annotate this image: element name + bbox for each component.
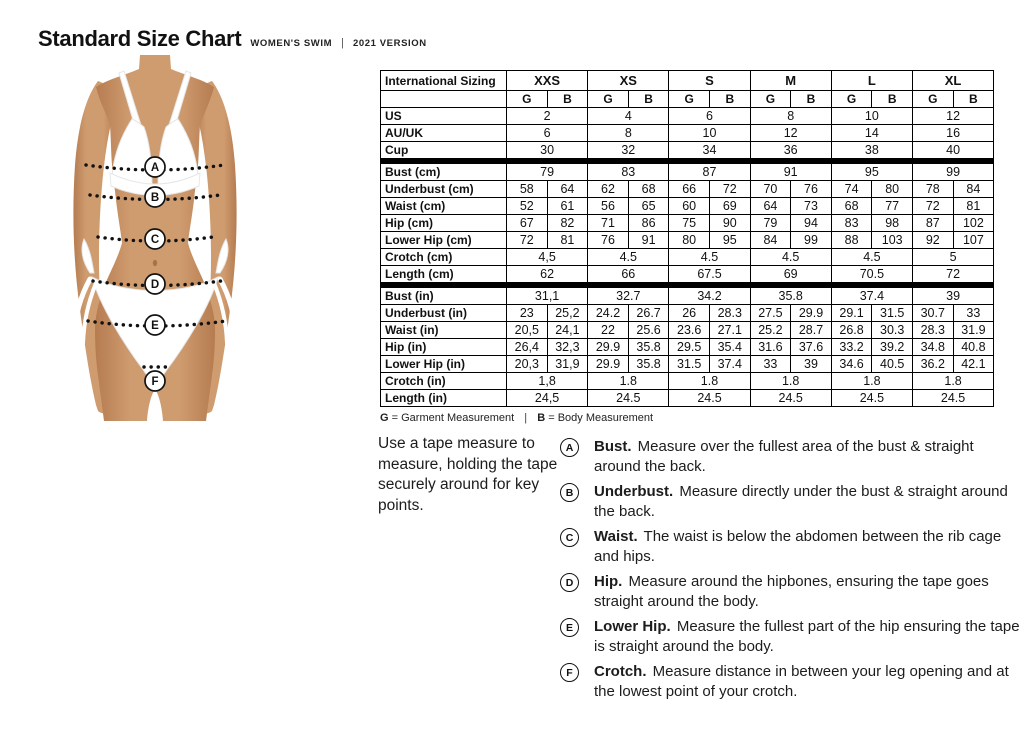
marker-d [145,274,165,294]
guide-text: Waist. The waist is below the abdomen between the rib cage and hips. [594,528,1002,565]
table-cell: 95 [709,232,750,249]
table-cell: 32 [588,142,669,159]
table-row [381,288,994,305]
table-cell: 29.1 [831,305,872,322]
table-corner-header: International Sizing [381,71,507,91]
navel [153,260,157,266]
table-cell: 68 [628,181,669,198]
garment-subheader: G [588,91,629,108]
table-cell: 73 [791,198,832,215]
guide-text: Lower Hip. Measure the fullest part of the hip ensuring the tape is straight around the body. [594,618,1020,655]
row-label: AU/UK [381,125,507,142]
model-photo [40,55,370,421]
table-cell: 37.4 [709,356,750,373]
table-cell: 98 [872,215,913,232]
table-cell: 75 [669,215,710,232]
table-cell: 31,1 [507,288,588,305]
table-cell: 74 [831,181,872,198]
size-header: XS [588,71,669,91]
table-cell: 35.4 [709,339,750,356]
table-cell: 68 [831,198,872,215]
table-cell: 42.1 [953,356,994,373]
table-cell: 39 [791,356,832,373]
table-row [381,390,994,407]
table-cell: 76 [791,181,832,198]
body-subheader: B [953,91,994,108]
table-cell: 27.1 [709,322,750,339]
row-label: Cup [381,142,507,159]
table-cell: 92 [912,232,953,249]
row-label: Waist (cm) [381,198,507,215]
svg-text:C: C [150,234,160,246]
page-header [38,26,427,52]
size-table [380,70,994,407]
body-subheader: B [628,91,669,108]
table-cell: 90 [709,215,750,232]
table-cell: 4.5 [750,249,831,266]
table-cell: 95 [831,164,912,181]
row-label: Lower Hip (cm) [381,232,507,249]
table-cell: 78 [912,181,953,198]
table-cell: 33 [953,305,994,322]
table-cell: 72 [709,181,750,198]
guide-item-crotch [560,662,1022,702]
table-cell: 28.3 [709,305,750,322]
table-cell: 31,9 [547,356,588,373]
table-cell: 31.9 [953,322,994,339]
table-row [381,322,994,339]
body-subheader: B [791,91,832,108]
table-cell: 6 [669,108,750,125]
svg-text:E: E [151,320,159,332]
table-cell: 62 [507,266,588,283]
row-label: Length (in) [381,390,507,407]
table-cell: 70.5 [831,266,912,283]
table-cell: 1.8 [912,373,993,390]
table-cell: 60 [669,198,710,215]
table-cell: 24.5 [750,390,831,407]
table-cell: 25.2 [750,322,791,339]
table-cell: 24.5 [831,390,912,407]
table-cell: 35.8 [628,356,669,373]
marker-b [145,187,165,207]
table-cell: 65 [628,198,669,215]
guide-item-waist [560,527,1022,567]
table-cell: 69 [709,198,750,215]
table-cell: 1.8 [750,373,831,390]
table-cell: 76 [588,232,629,249]
bust-marker-icon: A [560,438,579,457]
table-cell: 39.2 [872,339,913,356]
table-cell: 99 [912,164,993,181]
table-cell: 24.5 [588,390,669,407]
table-cell: 70 [750,181,791,198]
table-cell: 31.5 [669,356,710,373]
body-key-label: = Body Measurement [548,412,654,424]
table-cell: 38 [831,142,912,159]
row-label: Bust (cm) [381,164,507,181]
page-title: Standard Size Chart [38,26,242,51]
table-cell: 24.2 [588,305,629,322]
table-cell: 80 [669,232,710,249]
table-cell: 23 [507,305,548,322]
table-cell: 8 [750,108,831,125]
subtitle-divider: | [341,37,344,49]
table-cell: 24.5 [912,390,993,407]
table-cell: 77 [872,198,913,215]
table-cell: 4,5 [507,249,588,266]
table-cell: 30.7 [912,305,953,322]
table-cell: 87 [912,215,953,232]
underbust-marker-icon: B [560,483,579,502]
waist-marker-icon: C [560,528,579,547]
table-cell: 8 [588,125,669,142]
garment-subheader: G [750,91,791,108]
table-cell: 102 [953,215,994,232]
table-cell: 87 [669,164,750,181]
body-subheader: B [872,91,913,108]
table-cell: 34.8 [912,339,953,356]
table-cell: 1.8 [831,373,912,390]
table-cell: 28.3 [912,322,953,339]
table-row [381,232,994,249]
table-cell: 33 [750,356,791,373]
table-cell: 66 [669,181,710,198]
measurement-guide [560,437,1022,707]
table-row [381,356,994,373]
table-cell: 29.9 [791,305,832,322]
svg-text:B: B [150,192,160,204]
table-cell: 107 [953,232,994,249]
guide-item-lower-hip [560,617,1022,657]
size-header: XXS [507,71,588,91]
table-cell: 2 [507,108,588,125]
table-row [381,142,994,159]
table-cell: 58 [507,181,548,198]
table-cell: 31.5 [872,305,913,322]
table-cell: 1,8 [507,373,588,390]
table-cell: 10 [831,108,912,125]
table-cell: 79 [750,215,791,232]
measuring-instructions: Use a tape measure to measure, holding the tape securely around for key points. [378,435,558,514]
table-row [381,305,994,322]
table-cell: 81 [953,198,994,215]
garment-key-label: = Garment Measurement [391,412,515,424]
table-cell: 20,5 [507,322,548,339]
body-key: B [537,412,546,424]
row-label: Crotch (cm) [381,249,507,266]
row-label: Hip (cm) [381,215,507,232]
table-cell: 64 [547,181,588,198]
guide-text: Underbust. Measure directly under the bust & straight around the back. [594,483,1008,520]
table-cell: 66 [588,266,669,283]
table-cell: 26,4 [507,339,548,356]
table-row [381,373,994,390]
table-cell: 22 [588,322,629,339]
table-cell: 81 [547,232,588,249]
marker-c [145,229,165,249]
table-cell: 12 [912,108,993,125]
table-row [381,125,994,142]
table-cell: 28.7 [791,322,832,339]
garment-subheader: G [912,91,953,108]
marker-a [145,157,165,177]
table-cell: 27.5 [750,305,791,322]
table-cell: 33.2 [831,339,872,356]
svg-text:A: A [150,162,160,174]
table-cell: 67 [507,215,548,232]
guide-item-bust [560,437,1022,477]
garment-subheader: G [831,91,872,108]
table-cell: 52 [507,198,548,215]
table-cell: 94 [791,215,832,232]
table-cell: 86 [628,215,669,232]
row-label: US [381,108,507,125]
table-cell: 10 [669,125,750,142]
size-header: S [669,71,750,91]
table-cell: 25,2 [547,305,588,322]
table-cell: 31.6 [750,339,791,356]
garment-subheader: G [669,91,710,108]
table-cell: 103 [872,232,913,249]
table-cell: 64 [750,198,791,215]
table-cell: 84 [953,181,994,198]
table-cell: 83 [588,164,669,181]
table-cell: 82 [547,215,588,232]
table-row [381,266,994,283]
table-cell: 72 [912,198,953,215]
table-cell: 24,1 [547,322,588,339]
table-cell: 29.9 [588,339,629,356]
crotch-marker-icon: F [560,663,579,682]
table-cell: 6 [507,125,588,142]
guide-text: Hip. Measure around the hipbones, ensuring the tape goes straight around the body. [594,573,989,610]
table-cell: 67.5 [669,266,750,283]
table-cell: 4.5 [831,249,912,266]
marker-e [145,315,165,335]
table-row [381,164,994,181]
table-cell: 40 [912,142,993,159]
table-cell: 36.2 [912,356,953,373]
measurement-legend [380,412,653,424]
row-label: Hip (in) [381,339,507,356]
table-cell: 84 [750,232,791,249]
legend-divider: | [524,412,528,424]
row-label: Underbust (cm) [381,181,507,198]
table-cell: 71 [588,215,629,232]
row-label: Length (cm) [381,266,507,283]
table-cell: 12 [750,125,831,142]
table-cell: 40.8 [953,339,994,356]
svg-text:F: F [151,376,159,388]
table-cell: 4.5 [669,249,750,266]
page-subtitle: WOMEN'S SWIM [250,38,333,49]
table-cell: 62 [588,181,629,198]
guide-text: Crotch. Measure distance in between your leg opening and at the lowest point of your crotch. [594,663,1009,700]
table-cell: 1.8 [588,373,669,390]
table-cell: 26.7 [628,305,669,322]
row-label: Crotch (in) [381,373,507,390]
table-cell: 32,3 [547,339,588,356]
table-cell: 88 [831,232,872,249]
svg-text:D: D [150,279,160,291]
body-subheader: B [547,91,588,108]
table-row [381,181,994,198]
table-row [381,108,994,125]
row-label: Underbust (in) [381,305,507,322]
table-cell: 14 [831,125,912,142]
guide-item-hip [560,572,1022,612]
table-row [381,198,994,215]
table-cell: 20,3 [507,356,548,373]
table-cell: 24.5 [669,390,750,407]
table-cell: 25.6 [628,322,669,339]
table-cell: 23.6 [669,322,710,339]
guide-text: Bust. Measure over the fullest area of the bust & straight around the back. [594,438,974,475]
table-row [381,215,994,232]
table-cell: 34 [669,142,750,159]
table-cell: 30 [507,142,588,159]
table-cell: 39 [912,288,993,305]
table-cell: 29.5 [669,339,710,356]
hip-marker-icon: D [560,573,579,592]
table-cell: 32.7 [588,288,669,305]
body-subheader: B [709,91,750,108]
lower-hip-marker-icon: E [560,618,579,637]
table-cell: 5 [912,249,993,266]
table-cell: 16 [912,125,993,142]
garment-key: G [380,412,389,424]
table-cell: 35.8 [628,339,669,356]
table-cell: 26.8 [831,322,872,339]
garment-subheader: G [507,91,548,108]
size-header: XL [912,71,993,91]
table-row [381,249,994,266]
table-cell: 1.8 [669,373,750,390]
table-cell: 4 [588,108,669,125]
table-cell: 72 [507,232,548,249]
row-label: Lower Hip (in) [381,356,507,373]
table-cell: 83 [831,215,872,232]
table-cell: 91 [750,164,831,181]
table-cell: 79 [507,164,588,181]
table-row [381,339,994,356]
table-cell: 4.5 [588,249,669,266]
table-cell: 36 [750,142,831,159]
model-figure [40,55,370,421]
table-cell: 37.4 [831,288,912,305]
table-cell: 40.5 [872,356,913,373]
version-label: 2021 VERSION [352,38,427,49]
guide-item-underbust [560,482,1022,522]
table-cell: 80 [872,181,913,198]
table-empty-header [381,91,507,108]
size-header: M [750,71,831,91]
table-cell: 35.8 [750,288,831,305]
table-cell: 69 [750,266,831,283]
table-cell: 99 [791,232,832,249]
table-cell: 34.2 [669,288,750,305]
table-cell: 34.6 [831,356,872,373]
size-header: L [831,71,912,91]
table-cell: 26 [669,305,710,322]
row-label: Waist (in) [381,322,507,339]
row-label: Bust (in) [381,288,507,305]
table-cell: 56 [588,198,629,215]
marker-f [145,371,165,391]
table-cell: 91 [628,232,669,249]
table-cell: 61 [547,198,588,215]
table-cell: 72 [912,266,993,283]
table-cell: 30.3 [872,322,913,339]
table-cell: 29.9 [588,356,629,373]
table-cell: 24,5 [507,390,588,407]
table-cell: 37.6 [791,339,832,356]
